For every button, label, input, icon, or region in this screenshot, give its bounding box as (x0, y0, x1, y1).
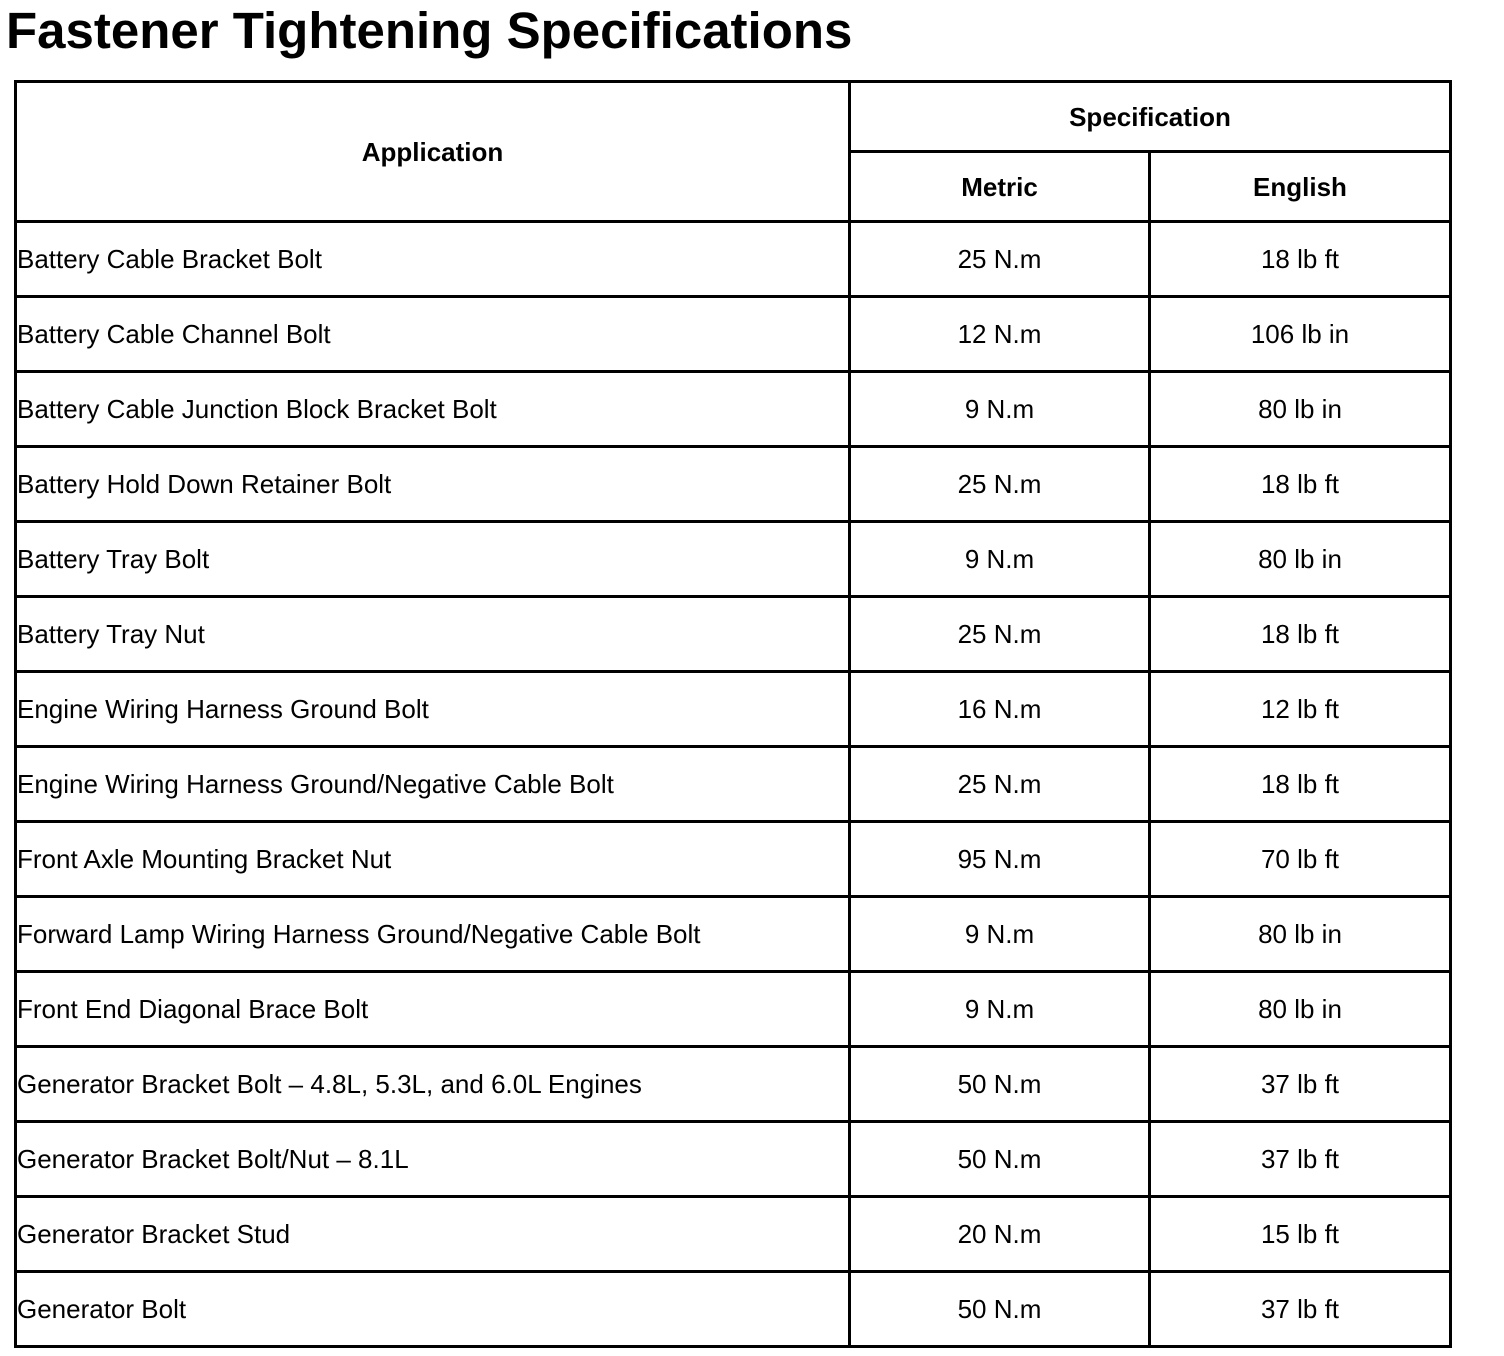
table-row (16, 897, 1451, 972)
application-cell: Generator Bracket Bolt/Nut – 8.1L (16, 1122, 850, 1197)
header-metric: Metric (850, 152, 1150, 222)
english-cell: 37 lb ft (1150, 1122, 1451, 1197)
table-row (16, 297, 1451, 372)
english-cell: 12 lb ft (1150, 672, 1451, 747)
application-cell: Battery Tray Bolt (16, 522, 850, 597)
application-cell: Battery Hold Down Retainer Bolt (16, 447, 850, 522)
english-cell: 18 lb ft (1150, 222, 1451, 297)
english-cell: 70 lb ft (1150, 822, 1451, 897)
metric-cell: 25 N.m (850, 447, 1150, 522)
metric-cell: 12 N.m (850, 297, 1150, 372)
table-row (16, 1047, 1451, 1122)
english-cell: 18 lb ft (1150, 747, 1451, 822)
english-cell: 37 lb ft (1150, 1047, 1451, 1122)
table-row (16, 1272, 1451, 1347)
english-cell: 37 lb ft (1150, 1272, 1451, 1347)
table-row (16, 372, 1451, 447)
metric-cell: 50 N.m (850, 1122, 1150, 1197)
english-cell: 80 lb in (1150, 897, 1451, 972)
table-row (16, 597, 1451, 672)
header-specification: Specification (850, 82, 1451, 152)
metric-cell: 9 N.m (850, 972, 1150, 1047)
application-cell: Forward Lamp Wiring Harness Ground/Negative Cable Bolt (16, 897, 850, 972)
application-cell: Generator Bracket Stud (16, 1197, 850, 1272)
metric-cell: 50 N.m (850, 1272, 1150, 1347)
application-cell: Battery Cable Bracket Bolt (16, 222, 850, 297)
metric-cell: 9 N.m (850, 372, 1150, 447)
english-cell: 18 lb ft (1150, 597, 1451, 672)
english-cell: 80 lb in (1150, 522, 1451, 597)
metric-cell: 25 N.m (850, 222, 1150, 297)
metric-cell: 95 N.m (850, 822, 1150, 897)
header-english: English (1150, 152, 1451, 222)
application-cell: Generator Bracket Bolt – 4.8L, 5.3L, and 6.0L Engines (16, 1047, 850, 1122)
application-cell: Engine Wiring Harness Ground Bolt (16, 672, 850, 747)
metric-cell: 9 N.m (850, 897, 1150, 972)
fastener-spec-table (14, 80, 1452, 1348)
table-row (16, 1122, 1451, 1197)
application-cell: Battery Cable Junction Block Bracket Bolt (16, 372, 850, 447)
table-row (16, 822, 1451, 897)
table-row (16, 747, 1451, 822)
table-row (16, 447, 1451, 522)
application-cell: Front End Diagonal Brace Bolt (16, 972, 850, 1047)
english-cell: 18 lb ft (1150, 447, 1451, 522)
application-cell: Engine Wiring Harness Ground/Negative Cable Bolt (16, 747, 850, 822)
metric-cell: 9 N.m (850, 522, 1150, 597)
table-row (16, 972, 1451, 1047)
application-cell: Front Axle Mounting Bracket Nut (16, 822, 850, 897)
application-cell: Battery Cable Channel Bolt (16, 297, 850, 372)
metric-cell: 25 N.m (850, 597, 1150, 672)
application-cell: Generator Bolt (16, 1272, 850, 1347)
metric-cell: 25 N.m (850, 747, 1150, 822)
table-body (16, 222, 1451, 1347)
header-application: Application (16, 82, 850, 222)
english-cell: 15 lb ft (1150, 1197, 1451, 1272)
table-header (16, 82, 1451, 222)
metric-cell: 16 N.m (850, 672, 1150, 747)
page-title: Fastener Tightening Specifications (6, 2, 853, 59)
table-row (16, 672, 1451, 747)
table-row (16, 1197, 1451, 1272)
table-row (16, 522, 1451, 597)
table-row (16, 222, 1451, 297)
english-cell: 80 lb in (1150, 972, 1451, 1047)
metric-cell: 50 N.m (850, 1047, 1150, 1122)
application-cell: Battery Tray Nut (16, 597, 850, 672)
header-row-top (16, 82, 1451, 152)
english-cell: 106 lb in (1150, 297, 1451, 372)
english-cell: 80 lb in (1150, 372, 1451, 447)
metric-cell: 20 N.m (850, 1197, 1150, 1272)
